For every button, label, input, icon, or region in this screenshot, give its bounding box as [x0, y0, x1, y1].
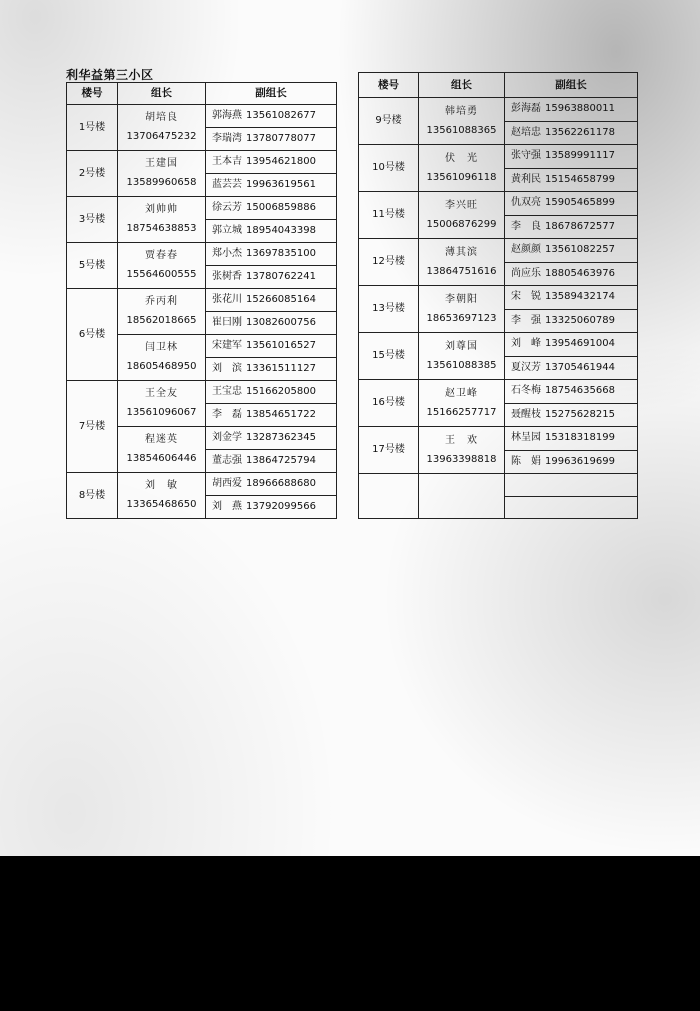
leader-name: 赵卫峰 — [445, 387, 478, 399]
deputy-phone: 13954691004 — [545, 338, 615, 350]
leader-cell — [419, 286, 505, 333]
deputy-name: 李瑞湾 — [212, 133, 242, 144]
deputy-phone: 18678672577 — [545, 220, 615, 232]
deputy-name: 郭海燕 — [212, 110, 242, 121]
deputy-cell — [206, 312, 337, 335]
deputy-name: 石冬梅 — [511, 385, 541, 397]
deputy-cell — [206, 174, 337, 197]
building-cell: 1号楼 — [67, 105, 118, 151]
leader-cell — [118, 381, 206, 427]
deputy-name: 胡西爱 — [212, 478, 242, 489]
deputy-phone: 13697835100 — [246, 248, 316, 259]
deputy-cell — [505, 168, 638, 192]
deputy-cell — [505, 192, 638, 216]
leader-phone: 15166257717 — [426, 406, 497, 418]
deputy-name: 黄利民 — [511, 173, 541, 185]
leader-cell — [118, 105, 206, 151]
deputy-name: 林呈园 — [511, 432, 541, 444]
table-row — [359, 145, 638, 169]
deputy-name: 张守强 — [511, 150, 541, 162]
building-cell: 8号楼 — [67, 473, 118, 519]
deputy-cell — [505, 262, 638, 286]
empty-cell — [505, 474, 638, 496]
leader-name: 王 欢 — [445, 434, 478, 446]
leader-cell — [419, 380, 505, 427]
header-row — [359, 73, 638, 98]
deputy-name: 张树香 — [212, 271, 242, 282]
leader-cell — [118, 473, 206, 519]
deputy-phone: 15266085164 — [246, 294, 316, 305]
page-title: 利华益第三小区 — [66, 68, 154, 82]
leader-phone: 15564600555 — [126, 269, 197, 280]
building-cell: 9号楼 — [359, 98, 419, 145]
deputy-cell — [206, 450, 337, 473]
table-row — [359, 333, 638, 357]
leader-info — [419, 146, 504, 190]
deputy-phone: 13325060789 — [545, 314, 615, 326]
deputy-phone: 15963880011 — [545, 103, 615, 115]
deputy-phone: 13361511127 — [246, 363, 316, 374]
deputy-phone: 13854651722 — [246, 409, 316, 420]
deputy-name: 董志强 — [212, 455, 242, 466]
deputy-name: 刘 滨 — [212, 363, 242, 374]
deputy-phone: 15905465899 — [545, 197, 615, 209]
leader-phone: 13963398818 — [426, 453, 497, 465]
leader-cell — [419, 192, 505, 239]
deputy-phone: 15154658799 — [545, 173, 615, 185]
deputy-phone: 15275628215 — [545, 408, 615, 420]
deputy-cell — [206, 151, 337, 174]
deputy-phone: 13954621800 — [246, 156, 316, 167]
deputy-cell — [206, 358, 337, 381]
leader-phone: 13561096067 — [126, 407, 197, 418]
building-cell: 2号楼 — [67, 151, 118, 197]
table-row — [67, 289, 337, 312]
deputy-phone: 15166205800 — [246, 386, 316, 397]
deputy-phone: 13792099566 — [246, 501, 316, 512]
leader-cell — [118, 243, 206, 289]
leader-name: 王建国 — [145, 158, 178, 169]
table-row — [67, 151, 337, 174]
table-row — [67, 473, 337, 496]
deputy-cell — [505, 145, 638, 169]
deputy-name: 刘 燕 — [212, 501, 242, 512]
deputy-name: 刘 峰 — [511, 338, 541, 350]
leader-cell — [419, 333, 505, 380]
leader-info — [118, 290, 205, 334]
empty-cell — [359, 474, 419, 519]
deputy-cell — [505, 427, 638, 451]
deputy-name: 李 良 — [511, 220, 541, 232]
building-cell: 6号楼 — [67, 289, 118, 381]
deputy-name: 张花川 — [212, 294, 242, 305]
leader-info — [419, 193, 504, 237]
deputy-cell — [505, 450, 638, 474]
leader-info — [419, 381, 504, 425]
deputy-name: 赵颜颜 — [511, 244, 541, 256]
leader-info — [419, 99, 504, 143]
deputy-phone: 13082600756 — [246, 317, 316, 328]
deputy-name: 王本吉 — [212, 156, 242, 167]
leader-name: 刘尊国 — [445, 340, 478, 352]
deputy-cell — [505, 380, 638, 404]
deputy-cell — [505, 98, 638, 122]
leader-phone: 13365468650 — [126, 499, 197, 510]
deputy-name: 王宝忠 — [212, 386, 242, 397]
leader-cell — [118, 335, 206, 381]
deputy-name: 彭海磊 — [511, 103, 541, 115]
header-building: 楼号 — [359, 73, 419, 98]
building-cell: 17号楼 — [359, 427, 419, 474]
leader-cell — [419, 145, 505, 192]
leader-name: 闫卫林 — [145, 342, 178, 353]
header-leader: 组长 — [419, 73, 505, 98]
deputy-name: 徐云芳 — [212, 202, 242, 213]
leader-name: 李朝阳 — [445, 293, 478, 305]
deputy-phone: 18805463976 — [545, 267, 615, 279]
empty-cell — [505, 496, 638, 518]
building-cell: 5号楼 — [67, 243, 118, 289]
leader-name: 薄其滨 — [445, 246, 478, 258]
leader-cell — [118, 151, 206, 197]
building-cell: 10号楼 — [359, 145, 419, 192]
leader-phone: 13561096118 — [426, 171, 497, 183]
leader-cell — [419, 239, 505, 286]
leader-info — [419, 334, 504, 378]
deputy-phone: 15006859886 — [246, 202, 316, 213]
deputy-cell — [206, 289, 337, 312]
leader-name: 程迷英 — [145, 434, 178, 445]
deputy-phone: 13562261178 — [545, 126, 615, 138]
leader-info — [419, 428, 504, 472]
deputy-name: 李 磊 — [212, 409, 242, 420]
deputy-name: 李 强 — [511, 314, 541, 326]
table-row — [67, 105, 337, 128]
deputy-name: 郭立城 — [212, 225, 242, 236]
table-row — [67, 243, 337, 266]
deputy-cell — [505, 215, 638, 239]
deputy-phone: 13561016527 — [246, 340, 316, 351]
table-row — [67, 381, 337, 404]
deputy-phone: 13864725794 — [246, 455, 316, 466]
leader-name: 伏 光 — [445, 152, 478, 164]
deputy-phone: 13589991117 — [545, 150, 615, 162]
leader-phone: 18653697123 — [426, 312, 497, 324]
leader-cell — [118, 427, 206, 473]
deputy-cell — [505, 403, 638, 427]
deputy-cell — [206, 473, 337, 496]
building-cell: 15号楼 — [359, 333, 419, 380]
deputy-name: 宋 锐 — [511, 291, 541, 303]
leader-name: 刘帅帅 — [145, 204, 178, 215]
right-roster-table — [358, 72, 638, 519]
table-row — [359, 427, 638, 451]
table-row — [359, 380, 638, 404]
leader-name: 刘 敏 — [145, 480, 178, 491]
deputy-phone: 18954043398 — [246, 225, 316, 236]
building-cell: 13号楼 — [359, 286, 419, 333]
leader-phone: 18754638853 — [126, 223, 197, 234]
header-building: 楼号 — [67, 83, 118, 105]
table-row — [359, 98, 638, 122]
deputy-phone: 15318318199 — [545, 432, 615, 444]
leader-name: 韩培勇 — [445, 105, 478, 117]
deputy-phone: 13780762241 — [246, 271, 316, 282]
header-row — [67, 83, 337, 105]
table-row — [359, 192, 638, 216]
leader-phone: 13561088385 — [426, 359, 497, 371]
deputy-cell — [206, 335, 337, 358]
deputy-phone: 13287362345 — [246, 432, 316, 443]
deputy-cell — [206, 404, 337, 427]
leader-info — [118, 474, 205, 518]
deputy-cell — [206, 243, 337, 266]
leader-phone: 13706475232 — [126, 131, 197, 142]
leader-phone: 13864751616 — [426, 265, 497, 277]
deputy-phone: 13589432174 — [545, 291, 615, 303]
deputy-name: 聂醒枝 — [511, 408, 541, 420]
leader-info — [419, 240, 504, 284]
deputy-name: 刘金学 — [212, 432, 242, 443]
deputy-cell — [206, 496, 337, 519]
leader-phone: 18605468950 — [126, 361, 197, 372]
leader-info — [118, 152, 205, 196]
building-cell: 7号楼 — [67, 381, 118, 473]
left-roster-table — [66, 82, 337, 519]
deputy-name: 仇双亮 — [511, 197, 541, 209]
leader-info — [118, 382, 205, 426]
deputy-cell — [206, 381, 337, 404]
building-cell: 3号楼 — [67, 197, 118, 243]
deputy-name: 宋建军 — [212, 340, 242, 351]
leader-name: 李兴旺 — [445, 199, 478, 211]
leader-name: 贾春春 — [145, 250, 178, 261]
leader-cell — [118, 197, 206, 243]
table-row — [359, 286, 638, 310]
table-row — [359, 239, 638, 263]
leader-phone: 18562018665 — [126, 315, 197, 326]
leader-name: 王全友 — [145, 388, 178, 399]
empty-row — [359, 474, 638, 496]
deputy-cell — [206, 105, 337, 128]
deputy-phone: 13705461944 — [545, 361, 615, 373]
deputy-phone: 13561082257 — [545, 244, 615, 256]
leader-phone: 13561088365 — [426, 124, 497, 136]
leader-name: 乔丙利 — [145, 296, 178, 307]
deputy-cell — [505, 333, 638, 357]
building-cell: 12号楼 — [359, 239, 419, 286]
deputy-cell — [206, 427, 337, 450]
deputy-cell — [206, 197, 337, 220]
leader-info — [118, 336, 205, 380]
leader-info — [118, 106, 205, 150]
leader-name: 胡培良 — [145, 112, 178, 123]
deputy-cell — [505, 121, 638, 145]
deputy-phone: 18966688680 — [246, 478, 316, 489]
deputy-phone: 13561082677 — [246, 110, 316, 121]
leader-info — [118, 198, 205, 242]
leader-phone: 15006876299 — [426, 218, 497, 230]
leader-cell — [419, 427, 505, 474]
leader-phone: 13589960658 — [126, 177, 197, 188]
deputy-cell — [505, 286, 638, 310]
deputy-name: 赵培忠 — [511, 126, 541, 138]
building-cell: 11号楼 — [359, 192, 419, 239]
deputy-name: 陈 娟 — [511, 455, 541, 467]
deputy-name: 夏汉芳 — [511, 361, 541, 373]
scan-black-border — [0, 856, 700, 1011]
header-leader: 组长 — [118, 83, 206, 105]
deputy-cell — [206, 266, 337, 289]
header-deputy: 副组长 — [206, 83, 337, 105]
deputy-name: 郑小杰 — [212, 248, 242, 259]
deputy-cell — [505, 309, 638, 333]
deputy-cell — [505, 356, 638, 380]
leader-info — [419, 287, 504, 331]
leader-info — [118, 428, 205, 472]
leader-cell — [118, 289, 206, 335]
deputy-name: 崔曰刚 — [212, 317, 242, 328]
leader-phone: 13854606446 — [126, 453, 197, 464]
deputy-phone: 19963619561 — [246, 179, 316, 190]
building-cell: 16号楼 — [359, 380, 419, 427]
deputy-cell — [206, 128, 337, 151]
leader-info — [118, 244, 205, 288]
deputy-phone: 18754635668 — [545, 385, 615, 397]
deputy-name: 尚应乐 — [511, 267, 541, 279]
deputy-cell — [505, 239, 638, 263]
deputy-phone: 19963619699 — [545, 455, 615, 467]
header-deputy: 副组长 — [505, 73, 638, 98]
leader-cell — [419, 98, 505, 145]
table-row — [67, 197, 337, 220]
deputy-cell — [206, 220, 337, 243]
deputy-name: 蓝芸芸 — [212, 179, 242, 190]
empty-cell — [419, 474, 505, 519]
deputy-phone: 13780778077 — [246, 133, 316, 144]
